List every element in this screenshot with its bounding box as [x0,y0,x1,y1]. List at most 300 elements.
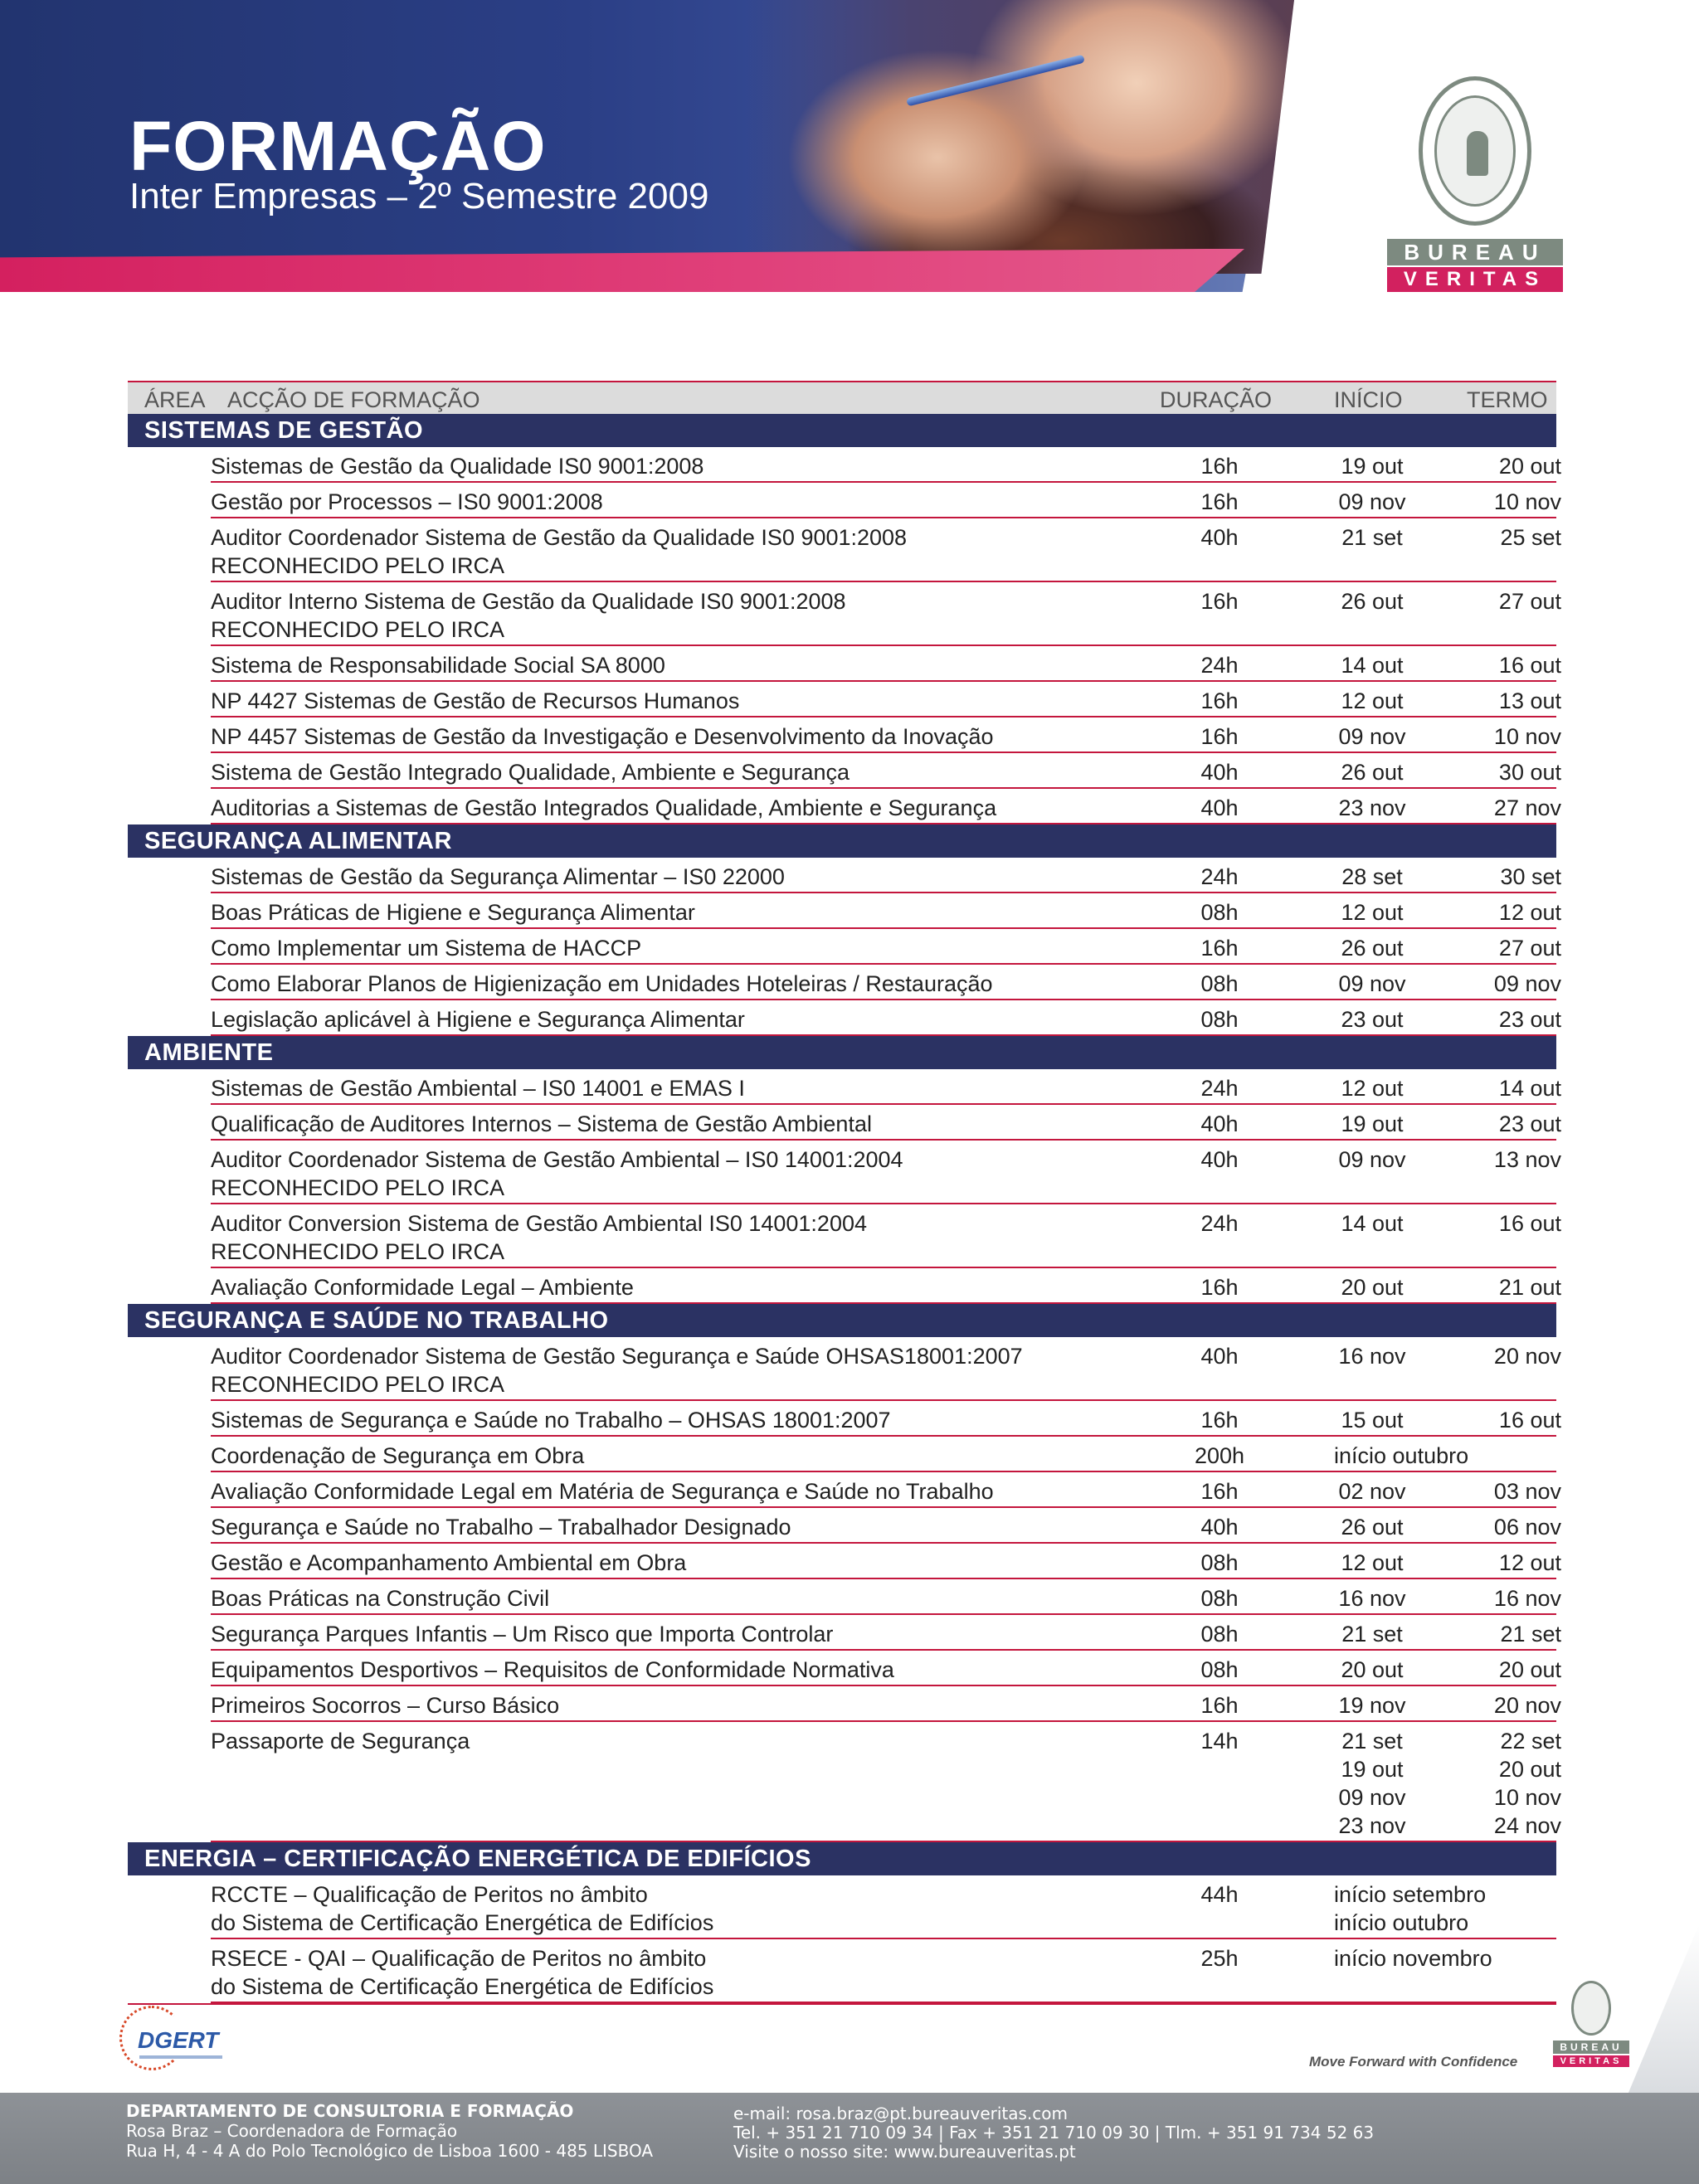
course-start-line: 19 nov [1338,1693,1406,1718]
course-start [1322,863,1422,891]
table-header [128,381,1556,414]
course-start [1322,758,1422,786]
course-name-line: RSECE - QAI – Qualificação de Peritos no âmbito [211,1946,707,1971]
course-start-note-line: início setembro [1334,1882,1487,1907]
header-photo [747,0,1294,274]
course-start [1322,587,1422,615]
course-start-line: 02 nov [1338,1479,1406,1504]
course-end [1462,1620,1561,1648]
page-title: FORMAÇÃO [129,107,547,185]
section-header: AMBIENTE [128,1036,1556,1069]
course-end [1462,488,1561,516]
course-start [1322,1691,1422,1719]
course-end-line: 23 out [1498,1111,1561,1136]
course-duration: 40h [1200,1111,1239,1136]
course-duration: 08h [1200,1007,1239,1032]
table-row [211,1401,1561,1437]
course-name [211,488,1123,516]
course-name [211,970,1123,998]
bureau-veritas-logo [1387,76,1563,299]
footer-department: DEPARTAMENTO DE CONSULTORIA E FORMAÇÃO [126,2101,574,2121]
course-name [211,1880,1123,1937]
footer-contact-person: Rosa Braz – Coordenadora de Formação [126,2121,458,2141]
course-start [1322,1146,1422,1174]
section-header: SEGURANÇA ALIMENTAR [128,824,1556,858]
section-header: SEGURANÇA E SAÚDE NO TRABALHO [128,1304,1556,1337]
course-duration: 44h [1200,1882,1239,1907]
course-end-line: 10 nov [1493,489,1561,514]
course-start-line: 26 out [1341,1515,1404,1540]
course-end [1462,1549,1561,1577]
course-end [1462,1656,1561,1684]
table-row [211,1105,1561,1141]
course-end [1462,934,1561,962]
course-name-line: do Sistema de Certificação Energética de Edifícios [211,1974,714,1999]
footer-contact-left [126,2101,653,2161]
course-name-line: Sistemas de Gestão da Segurança Alimentar – IS0 22000 [211,864,785,889]
course-end-line: 27 out [1498,589,1561,614]
course-name-line: Passaporte de Segurança [211,1729,470,1754]
course-end-line: 16 out [1498,653,1561,678]
course-duration: 40h [1200,1147,1239,1172]
course-end [1462,1513,1561,1541]
table-body [128,414,1561,2003]
course-end [1462,863,1561,891]
table-row [211,789,1561,824]
course-name-line: Como Implementar um Sistema de HACCP [211,936,642,961]
course-start-line: 19 out [1341,1757,1404,1782]
course-start-line: 16 nov [1338,1344,1406,1369]
course-start [1322,1273,1422,1301]
course-end-line: 12 out [1498,900,1561,925]
bureau-veritas-small-logo [1553,1981,1629,2070]
table-end-rule [128,2003,1556,2005]
footer-bar [0,2093,1699,2184]
course-duration: 08h [1200,1657,1239,1682]
course-duration: 16h [1200,724,1239,749]
course-start-note-line: início outubro [1334,1910,1469,1935]
course-name-line: Equipamentos Desportivos – Requisitos de Conformidade Normativa [211,1657,894,1682]
table-row [211,1508,1561,1544]
course-name-line: do Sistema de Certificação Energética de Edifícios [211,1910,714,1935]
course-end-line: 20 out [1498,454,1561,479]
course-duration: 200h [1194,1443,1245,1468]
course-end [1462,1209,1561,1238]
course-duration: 16h [1200,489,1239,514]
bureau-veritas-small-seal-icon [1571,1981,1611,2036]
course-start-line: 12 out [1341,1076,1404,1101]
course-duration: 40h [1200,525,1239,550]
course-duration: 24h [1200,864,1239,889]
course-name [211,758,1123,786]
course-name [211,1342,1123,1398]
course-name-line: Auditor Interno Sistema de Gestão da Qualidade IS0 9001:2008 [211,589,846,614]
dgert-label: DGERT [138,2027,219,2053]
course-end-line: 10 nov [1493,724,1561,749]
table-row [211,753,1561,789]
course-name-line: Coordenação de Segurança em Obra [211,1443,585,1468]
table-row [211,582,1561,646]
course-duration: 16h [1200,1275,1239,1300]
course-duration: 08h [1200,1586,1239,1611]
course-end-line: 30 out [1498,760,1561,785]
course-start [1322,1620,1422,1648]
course-name [211,1691,1123,1719]
table-row [211,1651,1561,1686]
course-name [211,898,1123,927]
course-start-line: 09 nov [1338,1785,1406,1810]
table-row [211,1579,1561,1615]
course-name [211,1727,1123,1840]
course-name [211,452,1123,480]
course-name [211,863,1123,891]
course-name-line: Sistemas de Gestão Ambiental – IS0 14001 e EMAS I [211,1076,745,1101]
page-subtitle: Inter Empresas – 2º Semestre 2009 [129,176,709,216]
course-name-line: Auditor Conversion Sistema de Gestão Ambiental IS0 14001:2004 [211,1211,867,1236]
course-duration: 16h [1200,1479,1239,1504]
table-row [211,1268,1561,1304]
col-start: INÍCIO [1334,387,1403,412]
course-end-line: 30 set [1500,864,1561,889]
course-duration: 40h [1200,760,1239,785]
logo-word-veritas: VERITAS [1387,267,1563,292]
footer-contact-right [733,2104,1374,2162]
course-name-line: Sistema de Gestão Integrado Qualidade, Ambiente e Segurança [211,760,850,785]
course-duration: 16h [1200,1408,1239,1432]
course-start-line: 21 set [1341,1622,1403,1647]
course-end-line: 06 nov [1493,1515,1561,1540]
table-row [211,1437,1556,1472]
col-end: TERMO [1467,387,1548,412]
table-row [211,1615,1561,1651]
course-start [1322,722,1422,751]
course-start-line: 14 out [1341,653,1404,678]
course-duration: 14h [1200,1729,1239,1754]
table-row [211,858,1561,893]
course-start [1322,1406,1422,1434]
course-end-line: 09 nov [1493,971,1561,996]
course-name [211,1442,1123,1470]
course-name [211,934,1123,962]
course-end [1462,970,1561,998]
course-end [1462,1406,1561,1434]
course-start-line: 15 out [1341,1408,1404,1432]
table-row [211,1204,1561,1268]
course-end [1462,1273,1561,1301]
table-row [211,893,1561,929]
course-start-note [1334,1944,1583,1972]
col-area: ÁREA [144,387,206,412]
course-duration: 40h [1200,1515,1239,1540]
course-start-line: 16 nov [1338,1586,1406,1611]
course-start-line: 09 nov [1338,971,1406,996]
course-end-line: 14 out [1498,1076,1561,1101]
course-end-line: 13 out [1498,688,1561,713]
course-name-line: Gestão por Processos – IS0 9001:2008 [211,489,603,514]
course-duration: 16h [1200,589,1239,614]
course-start [1322,1005,1422,1034]
course-duration: 08h [1200,900,1239,925]
course-end [1462,1342,1561,1370]
course-name-line: RECONHECIDO PELO IRCA [211,1372,505,1397]
table-row [211,1686,1561,1722]
course-name-line: Sistema de Responsabilidade Social SA 8000 [211,653,665,678]
course-end-line: 20 out [1498,1757,1561,1782]
course-start [1322,1727,1422,1840]
course-start [1322,1074,1422,1102]
course-start [1322,1584,1422,1612]
dgert-logo [119,2006,227,2070]
course-start-line: 12 out [1341,1550,1404,1575]
course-start [1322,1209,1422,1238]
course-name [211,687,1123,715]
course-start [1322,970,1422,998]
course-start-note [1334,1880,1583,1937]
course-name-line: Auditorias a Sistemas de Gestão Integrados Qualidade, Ambiente e Segurança [211,795,997,820]
course-end [1462,651,1561,679]
course-name-line: RECONHECIDO PELO IRCA [211,617,505,642]
course-start [1322,934,1422,962]
table-row [211,1337,1561,1401]
course-end-line: 25 set [1500,525,1561,550]
course-name-line: NP 4457 Sistemas de Gestão da Investigação e Desenvolvimento da Inovação [211,724,994,749]
course-start [1322,1513,1422,1541]
course-name [211,1074,1123,1102]
table-row [211,1069,1561,1105]
col-action: ACÇÃO DE FORMAÇÃO [227,387,480,412]
course-start [1322,1110,1422,1138]
course-name [211,722,1123,751]
small-logo-word-bureau: BUREAU [1553,2041,1629,2054]
course-end-line: 21 set [1500,1622,1561,1647]
course-end-line: 27 out [1498,936,1561,961]
course-duration: 08h [1200,1550,1239,1575]
table-row [211,1000,1561,1036]
course-name-line: NP 4427 Sistemas de Gestão de Recursos Humanos [211,688,740,713]
table-row [211,646,1561,682]
course-end-line: 20 out [1498,1657,1561,1682]
course-name-line: Segurança Parques Infantis – Um Risco que Importa Controlar [211,1622,834,1647]
footer-website[interactable]: Visite o nosso site: www.bureauveritas.pt [733,2142,1076,2162]
course-start [1322,794,1422,822]
course-start-line: 12 out [1341,688,1404,713]
course-duration: 25h [1200,1946,1239,1971]
course-duration: 16h [1200,688,1239,713]
course-start [1322,488,1422,516]
table-row [211,1544,1561,1579]
table-row [211,929,1561,965]
course-end-line: 20 nov [1493,1693,1561,1718]
course-start [1322,1549,1422,1577]
table-row [211,1722,1561,1842]
course-end-line: 23 out [1498,1007,1561,1032]
course-end-line: 27 nov [1493,795,1561,820]
course-name-line: RCCTE – Qualificação de Peritos no âmbito [211,1882,648,1907]
course-start-note [1334,1442,1583,1470]
course-start [1322,1477,1422,1505]
course-name [211,1406,1123,1434]
course-name [211,1656,1123,1684]
course-start-note-line: início outubro [1334,1443,1469,1468]
course-end-line: 10 nov [1493,1785,1561,1810]
table-row [211,1875,1556,1939]
course-end [1462,1146,1561,1174]
course-name-line: Avaliação Conformidade Legal em Matéria de Segurança e Saúde no Trabalho [211,1479,994,1504]
course-end-line: 24 nov [1493,1813,1561,1838]
course-duration: 24h [1200,1076,1239,1101]
table-row [211,483,1561,518]
course-start-note-line: início novembro [1334,1946,1492,1971]
course-name [211,1209,1123,1266]
course-start [1322,651,1422,679]
course-end [1462,452,1561,480]
course-end [1462,758,1561,786]
bureau-veritas-seal-icon [1419,76,1531,226]
course-start [1322,452,1422,480]
course-name-line: Qualificação de Auditores Internos – Sistema de Gestão Ambiental [211,1111,872,1136]
col-duration: DURAÇÃO [1160,387,1273,412]
table-row [211,682,1561,717]
training-table [128,381,1561,2005]
course-name [211,1146,1123,1202]
course-name [211,1005,1123,1034]
course-name-line: RECONHECIDO PELO IRCA [211,553,505,578]
course-duration: 16h [1200,936,1239,961]
course-end [1462,1477,1561,1505]
course-end [1462,1584,1561,1612]
course-name [211,587,1123,644]
course-name [211,1513,1123,1541]
course-end [1462,898,1561,927]
course-name-line: Boas Práticas de Higiene e Segurança Alimentar [211,900,695,925]
course-start-line: 21 set [1341,525,1403,550]
footer-email[interactable]: e-mail: rosa.braz@pt.bureauveritas.com [733,2104,1068,2123]
course-start-line: 26 out [1341,589,1404,614]
course-duration: 40h [1200,1344,1239,1369]
table-row [211,1472,1561,1508]
section-header: SISTEMAS DE GESTÃO [128,414,1556,447]
course-name [211,1477,1123,1505]
course-start-line: 20 out [1341,1657,1404,1682]
course-end [1462,523,1561,552]
course-end [1462,687,1561,715]
course-end [1462,1110,1561,1138]
course-start-line: 12 out [1341,900,1404,925]
course-name [211,794,1123,822]
course-name-line: Auditor Coordenador Sistema de Gestão da Qualidade IS0 9001:2008 [211,525,908,550]
footer-address: Rua H, 4 - 4 A do Polo Tecnológico de Lisboa 1600 - 485 LISBOA [126,2141,654,2161]
course-name [211,1944,1123,2001]
course-end-line: 16 out [1498,1211,1561,1236]
course-start-line: 26 out [1341,760,1404,785]
course-end-line: 13 nov [1493,1147,1561,1172]
course-start [1322,1342,1422,1370]
course-name-line: RECONHECIDO PELO IRCA [211,1239,505,1264]
course-duration: 24h [1200,653,1239,678]
course-name-line: Boas Práticas na Construção Civil [211,1586,550,1611]
footer-phones: Tel. + 351 21 710 09 34 | Fax + 351 21 710 09 30 | Tlm. + 351 91 734 52 63 [733,2123,1375,2143]
footer-curve [1626,1924,1699,2099]
table-row [211,965,1561,1000]
course-name-line: Primeiros Socorros – Curso Básico [211,1693,560,1718]
course-name [211,1273,1123,1301]
table-row [211,1141,1561,1204]
course-end [1462,794,1561,822]
course-duration: 40h [1200,795,1239,820]
course-duration: 08h [1200,971,1239,996]
small-logo-word-veritas: VERITAS [1553,2055,1629,2067]
course-start-line: 23 nov [1338,1813,1406,1838]
course-end [1462,1005,1561,1034]
course-start [1322,898,1422,927]
course-start [1322,1656,1422,1684]
course-end [1462,1074,1561,1102]
logo-word-bureau: BUREAU [1387,239,1563,265]
table-row [211,1939,1556,2003]
course-start [1322,523,1422,552]
course-name [211,1584,1123,1612]
course-start-line: 28 set [1341,864,1403,889]
course-start-line: 19 out [1341,1111,1404,1136]
course-end [1462,722,1561,751]
course-start-line: 09 nov [1338,724,1406,749]
course-end-line: 21 out [1498,1275,1561,1300]
course-duration: 24h [1200,1211,1239,1236]
course-end [1462,1727,1561,1840]
course-name-line: Auditor Coordenador Sistema de Gestão Ambiental – IS0 14001:2004 [211,1147,903,1172]
course-start-line: 09 nov [1338,1147,1406,1172]
course-name-line: Segurança e Saúde no Trabalho – Trabalhador Designado [211,1515,791,1540]
course-name [211,651,1123,679]
course-start-line: 23 nov [1338,795,1406,820]
course-name [211,523,1123,580]
course-duration: 16h [1200,1693,1239,1718]
table-row [211,717,1561,753]
course-start-line: 19 out [1341,454,1404,479]
course-name [211,1549,1123,1577]
course-end-line: 20 nov [1493,1344,1561,1369]
course-start-line: 14 out [1341,1211,1404,1236]
course-end-line: 16 out [1498,1408,1561,1432]
course-end-line: 03 nov [1493,1479,1561,1504]
course-end-line: 16 nov [1493,1586,1561,1611]
course-name [211,1110,1123,1138]
course-name-line: Auditor Coordenador Sistema de Gestão Segurança e Saúde OHSAS18001:2007 [211,1344,1023,1369]
course-name-line: Gestão e Acompanhamento Ambiental em Obra [211,1550,687,1575]
course-start-line: 21 set [1341,1729,1403,1754]
course-start-line: 23 out [1341,1007,1404,1032]
course-name-line: Avaliação Conformidade Legal – Ambiente [211,1275,634,1300]
course-duration: 08h [1200,1622,1239,1647]
course-duration: 16h [1200,454,1239,479]
course-end [1462,587,1561,615]
course-start-line: 26 out [1341,936,1404,961]
course-name-line: Como Elaborar Planos de Higienização em Unidades Hoteleiras / Restauração [211,971,993,996]
course-end-line: 12 out [1498,1550,1561,1575]
course-name-line: Sistemas de Segurança e Saúde no Trabalho – OHSAS 18001:2007 [211,1408,891,1432]
course-start-line: 20 out [1341,1275,1404,1300]
course-name [211,1620,1123,1648]
course-start [1322,687,1422,715]
course-name-line: Legislação aplicável à Higiene e Segurança Alimentar [211,1007,745,1032]
course-name-line: RECONHECIDO PELO IRCA [211,1175,505,1200]
course-name-line: Sistemas de Gestão da Qualidade IS0 9001:2008 [211,454,704,479]
course-start-line: 09 nov [1338,489,1406,514]
table-row [211,447,1561,483]
tagline: Move Forward with Confidence [1309,2054,1518,2070]
table-row [211,518,1561,582]
course-end [1462,1691,1561,1719]
